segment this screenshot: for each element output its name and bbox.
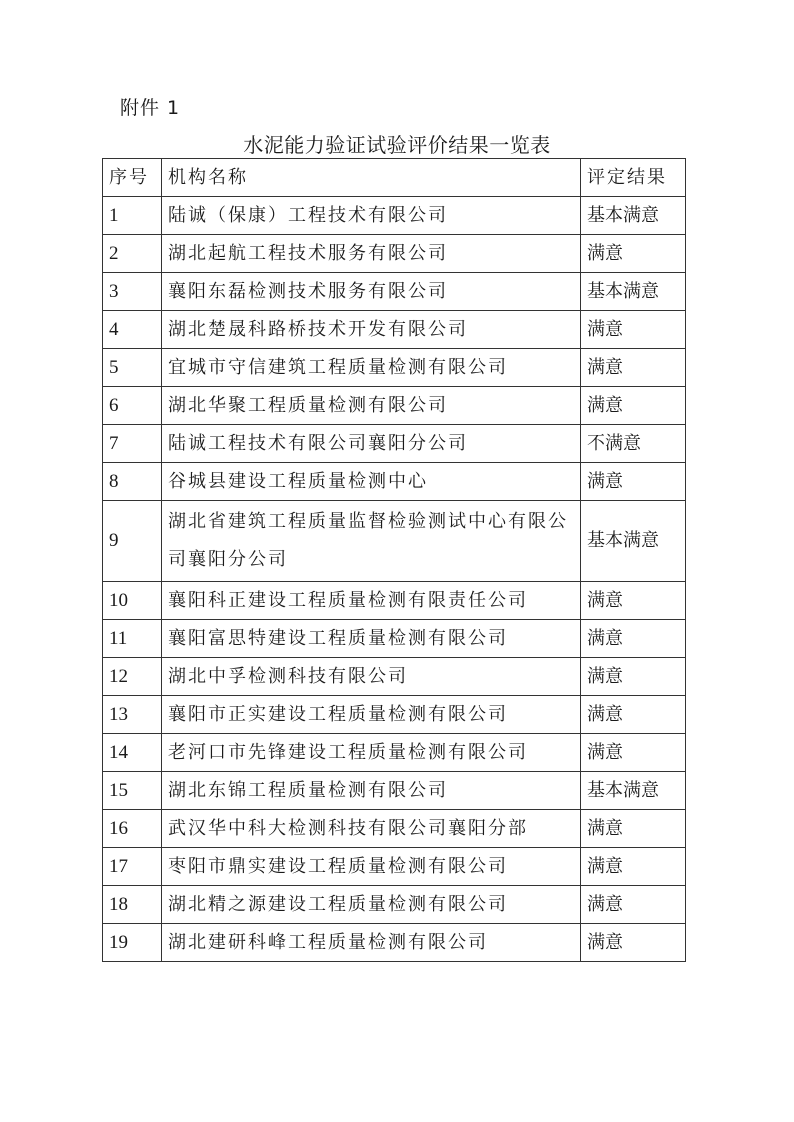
column-header-number: 序号 bbox=[103, 159, 162, 197]
evaluation-result: 满意 bbox=[581, 349, 686, 387]
evaluation-result: 满意 bbox=[581, 620, 686, 658]
column-header-institution: 机构名称 bbox=[162, 159, 581, 197]
row-number: 13 bbox=[103, 696, 162, 734]
attachment-label: 附件 1 bbox=[120, 97, 181, 119]
table-row bbox=[103, 387, 686, 425]
evaluation-result: 基本满意 bbox=[581, 501, 686, 582]
institution-name: 宜城市守信建筑工程质量检测有限公司 bbox=[162, 349, 581, 387]
evaluation-result: 满意 bbox=[581, 696, 686, 734]
row-number: 15 bbox=[103, 772, 162, 810]
evaluation-result: 满意 bbox=[581, 582, 686, 620]
row-number: 14 bbox=[103, 734, 162, 772]
evaluation-result: 满意 bbox=[581, 734, 686, 772]
table-row bbox=[103, 620, 686, 658]
row-number: 18 bbox=[103, 886, 162, 924]
column-header-result: 评定结果 bbox=[581, 159, 686, 197]
evaluation-result: 不满意 bbox=[581, 425, 686, 463]
table-row bbox=[103, 810, 686, 848]
evaluation-result: 满意 bbox=[581, 924, 686, 962]
evaluation-result: 满意 bbox=[581, 235, 686, 273]
table-row bbox=[103, 235, 686, 273]
table-row bbox=[103, 848, 686, 886]
row-number: 5 bbox=[103, 349, 162, 387]
evaluation-result: 满意 bbox=[581, 810, 686, 848]
institution-name: 武汉华中科大检测科技有限公司襄阳分部 bbox=[162, 810, 581, 848]
row-number: 17 bbox=[103, 848, 162, 886]
institution-name: 陆诚工程技术有限公司襄阳分公司 bbox=[162, 425, 581, 463]
table-row bbox=[103, 311, 686, 349]
row-number: 6 bbox=[103, 387, 162, 425]
institution-name: 湖北省建筑工程质量监督检验测试中心有限公司襄阳分公司 bbox=[162, 501, 581, 582]
institution-name: 湖北中孚检测科技有限公司 bbox=[162, 658, 581, 696]
evaluation-result: 基本满意 bbox=[581, 197, 686, 235]
table-row bbox=[103, 197, 686, 235]
table-row bbox=[103, 734, 686, 772]
institution-name: 枣阳市鼎实建设工程质量检测有限公司 bbox=[162, 848, 581, 886]
row-number: 16 bbox=[103, 810, 162, 848]
row-number: 1 bbox=[103, 197, 162, 235]
row-number: 4 bbox=[103, 311, 162, 349]
evaluation-result: 满意 bbox=[581, 311, 686, 349]
row-number: 9 bbox=[103, 501, 162, 582]
evaluation-result: 满意 bbox=[581, 463, 686, 501]
institution-name: 陆诚（保康）工程技术有限公司 bbox=[162, 197, 581, 235]
evaluation-result: 满意 bbox=[581, 387, 686, 425]
institution-name: 襄阳东磊检测技术服务有限公司 bbox=[162, 273, 581, 311]
table-header-row bbox=[103, 159, 686, 197]
institution-name: 湖北东锦工程质量检测有限公司 bbox=[162, 772, 581, 810]
table-row bbox=[103, 582, 686, 620]
table-row bbox=[103, 924, 686, 962]
results-table bbox=[102, 158, 686, 962]
row-number: 2 bbox=[103, 235, 162, 273]
institution-name: 襄阳富思特建设工程质量检测有限公司 bbox=[162, 620, 581, 658]
row-number: 19 bbox=[103, 924, 162, 962]
table-row bbox=[103, 696, 686, 734]
evaluation-result: 基本满意 bbox=[581, 273, 686, 311]
institution-name: 襄阳市正实建设工程质量检测有限公司 bbox=[162, 696, 581, 734]
institution-name: 湖北起航工程技术服务有限公司 bbox=[162, 235, 581, 273]
row-number: 7 bbox=[103, 425, 162, 463]
table-row bbox=[103, 425, 686, 463]
institution-name: 湖北精之源建设工程质量检测有限公司 bbox=[162, 886, 581, 924]
table-row bbox=[103, 273, 686, 311]
table-row bbox=[103, 501, 686, 582]
table-row bbox=[103, 886, 686, 924]
institution-name: 襄阳科正建设工程质量检测有限责任公司 bbox=[162, 582, 581, 620]
institution-name: 谷城县建设工程质量检测中心 bbox=[162, 463, 581, 501]
page-title: 水泥能力验证试验评价结果一览表 bbox=[243, 133, 551, 157]
row-number: 3 bbox=[103, 273, 162, 311]
institution-name: 湖北建研科峰工程质量检测有限公司 bbox=[162, 924, 581, 962]
institution-name: 湖北楚晟科路桥技术开发有限公司 bbox=[162, 311, 581, 349]
table-row bbox=[103, 349, 686, 387]
table-row bbox=[103, 658, 686, 696]
row-number: 8 bbox=[103, 463, 162, 501]
row-number: 10 bbox=[103, 582, 162, 620]
row-number: 11 bbox=[103, 620, 162, 658]
evaluation-result: 基本满意 bbox=[581, 772, 686, 810]
evaluation-result: 满意 bbox=[581, 658, 686, 696]
table-row bbox=[103, 463, 686, 501]
institution-name: 湖北华聚工程质量检测有限公司 bbox=[162, 387, 581, 425]
table-row bbox=[103, 772, 686, 810]
row-number: 12 bbox=[103, 658, 162, 696]
institution-name: 老河口市先锋建设工程质量检测有限公司 bbox=[162, 734, 581, 772]
evaluation-result: 满意 bbox=[581, 886, 686, 924]
evaluation-result: 满意 bbox=[581, 848, 686, 886]
